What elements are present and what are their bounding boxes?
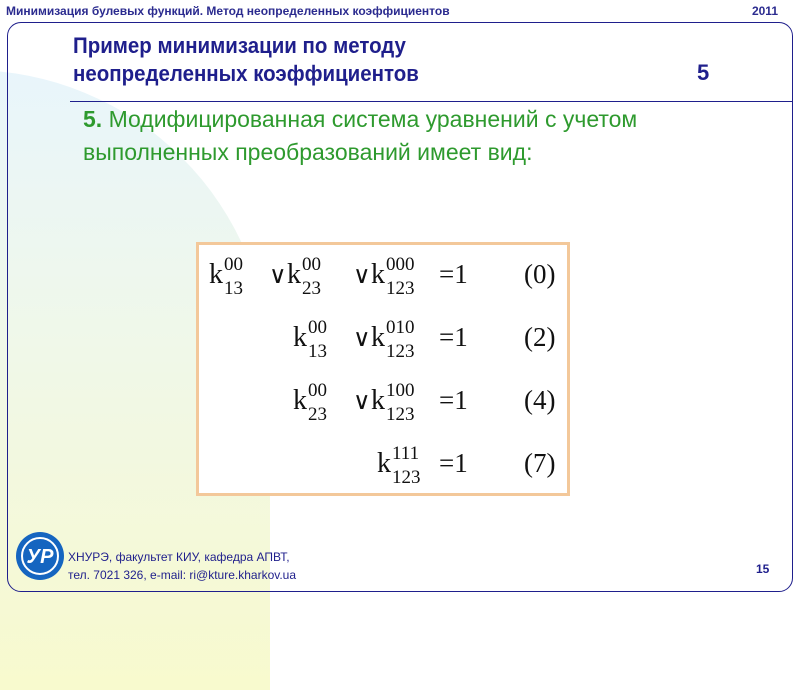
coefficient-k: k xyxy=(371,322,385,353)
coefficient-superscript: 00 xyxy=(308,317,327,338)
or-operator: ∨ xyxy=(353,326,371,352)
coefficient-subscript: 23 xyxy=(302,278,321,299)
equation-label: (4) xyxy=(524,385,556,415)
coefficient-superscript: 00 xyxy=(308,380,327,401)
body-step-number: 5. xyxy=(83,106,103,132)
slide-title xyxy=(73,32,419,88)
coefficient-superscript: 100 xyxy=(386,380,415,401)
footer-line1: ХНУРЭ, факультет КИУ, кафедра АПВТ, xyxy=(68,550,290,564)
footer-contacts xyxy=(68,548,296,584)
coefficient-subscript: 13 xyxy=(224,278,243,299)
coefficient-k: k xyxy=(377,448,391,479)
slide-title-number: 5 xyxy=(697,60,710,85)
coefficient-superscript: 00 xyxy=(224,254,243,275)
body-paragraph xyxy=(83,103,703,169)
svg-text:УР: УР xyxy=(26,546,54,568)
equation-equals-one: =1 xyxy=(439,259,468,289)
equation-label: (2) xyxy=(524,322,556,352)
equation-equals-one: =1 xyxy=(439,322,468,352)
coefficient-k: k xyxy=(209,259,223,290)
coefficient-superscript: 000 xyxy=(386,254,415,275)
footer-line2: тел. 7021 326, e-mail: ri@kture.kharkov.ua xyxy=(68,568,297,582)
equation-label: (7) xyxy=(524,448,556,478)
coefficient-k: k xyxy=(293,322,307,353)
presentation-header: Минимизация булевых функций. Метод неопределенных коэффициентов xyxy=(6,4,450,18)
header-year: 2011 xyxy=(751,4,778,18)
coefficient-superscript: 00 xyxy=(302,254,321,275)
page-number: 15 xyxy=(756,562,770,576)
or-operator: ∨ xyxy=(353,263,371,289)
coefficient-subscript: 123 xyxy=(386,404,415,425)
coefficient-subscript: 123 xyxy=(392,467,421,488)
title-divider xyxy=(70,101,793,102)
coefficient-k: k xyxy=(371,385,385,416)
equation-label: (0) xyxy=(524,259,556,289)
coefficient-k: k xyxy=(293,385,307,416)
coefficient-superscript: 111 xyxy=(392,443,420,464)
equation-system xyxy=(199,245,567,493)
slide-title-line2: неопределенных коэффициентов xyxy=(73,61,419,86)
slide-title-line1: Пример минимизации по методу xyxy=(73,33,406,58)
coefficient-subscript: 23 xyxy=(308,404,327,425)
equation-system-box xyxy=(196,242,570,496)
body-step-text: Модифицированная система уравнений с учетом выполненных преобразований имеет вид: xyxy=(83,106,638,165)
coefficient-superscript: 010 xyxy=(386,317,415,338)
coefficient-k: k xyxy=(371,259,385,290)
coefficient-subscript: 13 xyxy=(308,341,327,362)
or-operator: ∨ xyxy=(269,263,287,289)
coefficient-k: k xyxy=(287,259,301,290)
coefficient-subscript: 123 xyxy=(386,341,415,362)
coefficient-subscript: 123 xyxy=(386,278,415,299)
equation-equals-one: =1 xyxy=(439,448,468,478)
or-operator: ∨ xyxy=(353,389,371,415)
equation-equals-one: =1 xyxy=(439,385,468,415)
university-logo-icon xyxy=(14,530,66,582)
